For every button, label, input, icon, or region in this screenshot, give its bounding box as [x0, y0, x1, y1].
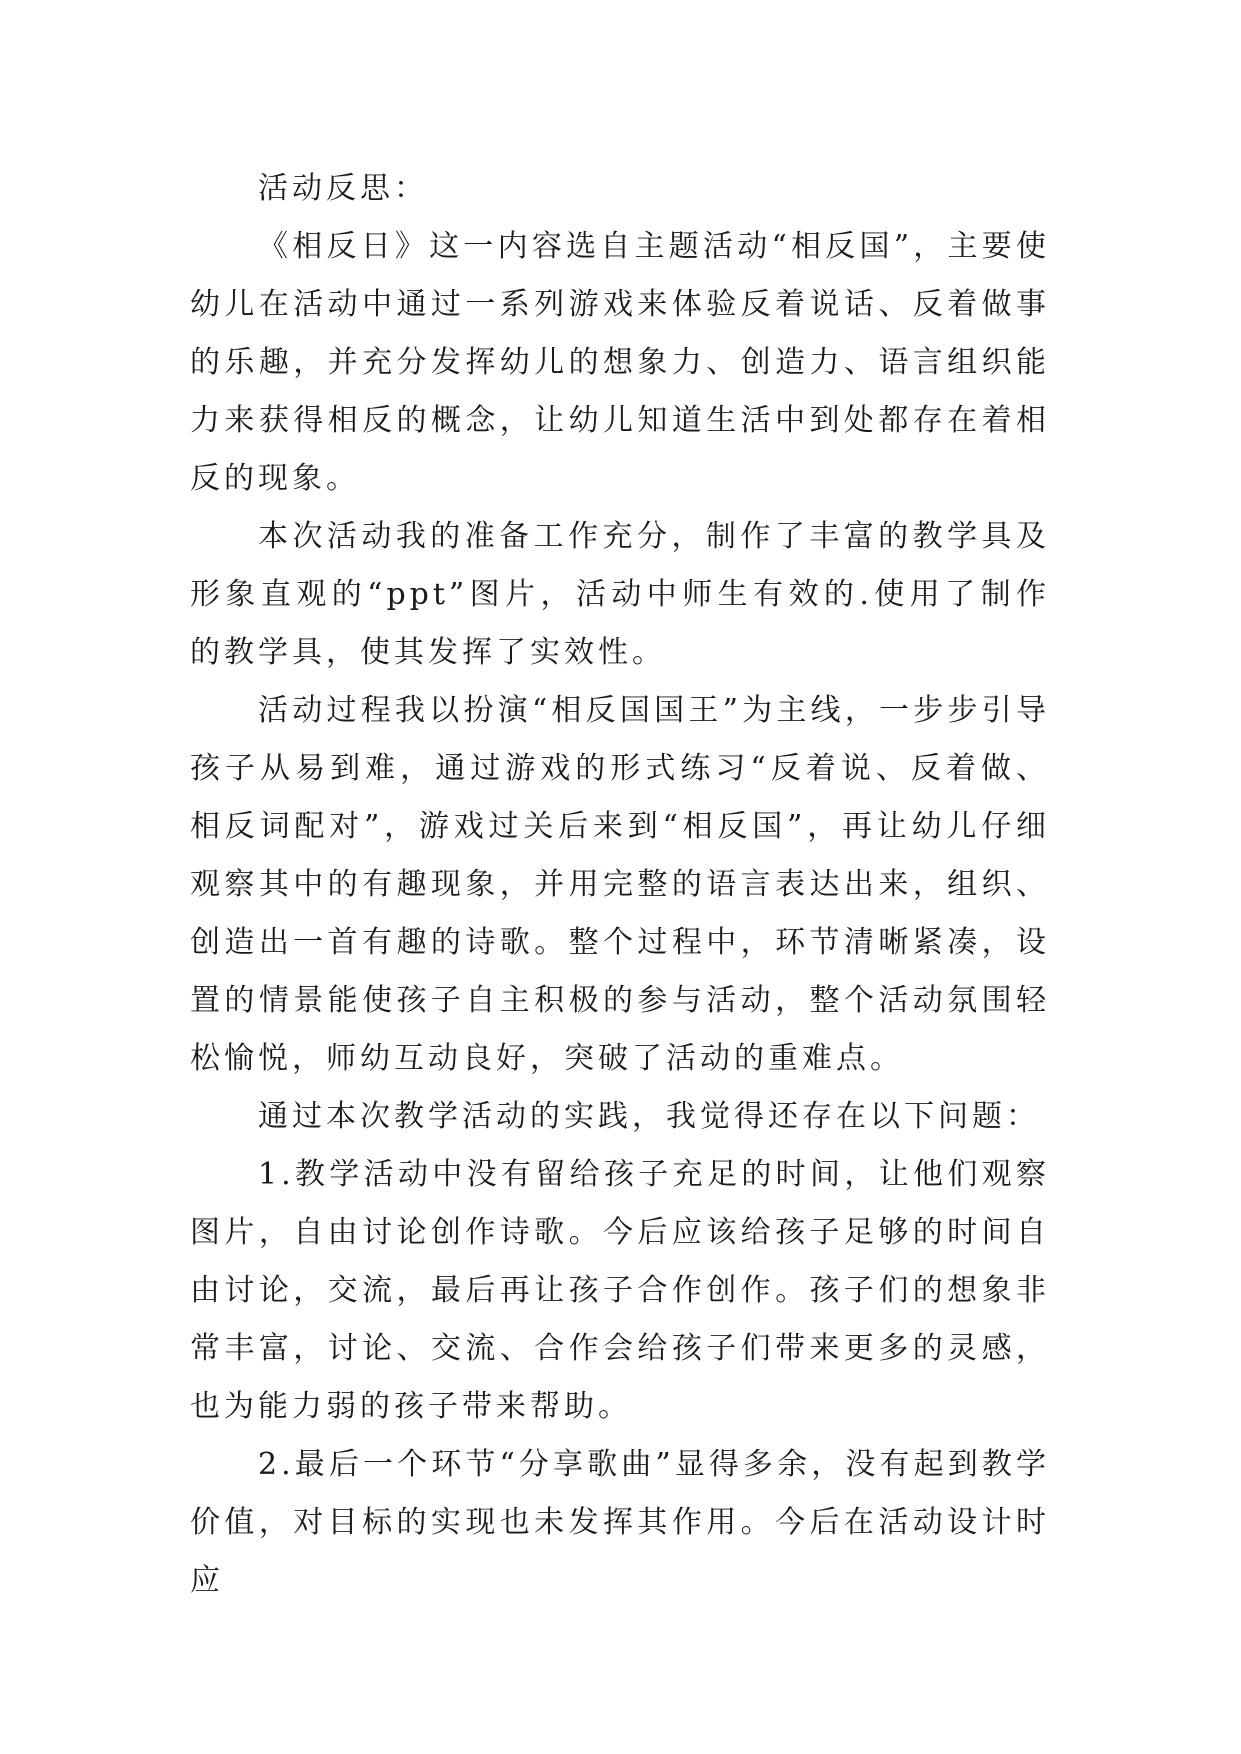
paragraph-intro: 《相反日》这一内容选自主题活动“相反国”，主要使幼儿在活动中通过一系列游戏来体验反着说话、反着做事的乐趣，并充分发挥幼儿的想象力、创造力、语言组织能力来获得相反的概念，让幼儿知道生活中到处都存在着相反的现象。: [190, 229, 1050, 496]
document-body: [190, 160, 1050, 1610]
paragraph-process: 活动过程我以扮演“相反国国王”为主线，一步步引导孩子从易到难，通过游戏的形式练习“反着说、反着做、相反词配对”，游戏过关后来到“相反国”，再让幼儿仔细观察其中的有趣现象，并用完整的语言表达出来，组织、创造出一首有趣的诗歌。整个过程中，环节清晰紧凑，设置的情景能使孩子自主积极的参与活动，整个活动氛围轻松愉悦，师幼互动良好，突破了活动的重难点。: [190, 693, 1050, 1076]
paragraph-problem-1: 1.教学活动中没有留给孩子充足的时间，让他们观察图片，自由讨论创作诗歌。今后应该给孩子足够的时间自由讨论，交流，最后再让孩子合作创作。孩子们的想象非常丰富，讨论、交流、合作会给孩子们带来更多的灵感，也为能力弱的孩子带来帮助。: [190, 1157, 1050, 1424]
paragraph-problem-2: 2.最后一个环节“分享歌曲”显得多余，没有起到教学价值，对目标的实现也未发挥其作用。今后在活动设计时应: [190, 1447, 1050, 1598]
paragraph-preparation: 本次活动我的准备工作充分，制作了丰富的教学具及形象直观的“ppt”图片，活动中师生有效的.使用了制作的教学具，使其发挥了实效性。: [190, 519, 1050, 670]
paragraph-problems-intro: 通过本次教学活动的实践，我觉得还存在以下问题：: [258, 1099, 1040, 1134]
section-heading: 活动反思：: [258, 171, 428, 206]
